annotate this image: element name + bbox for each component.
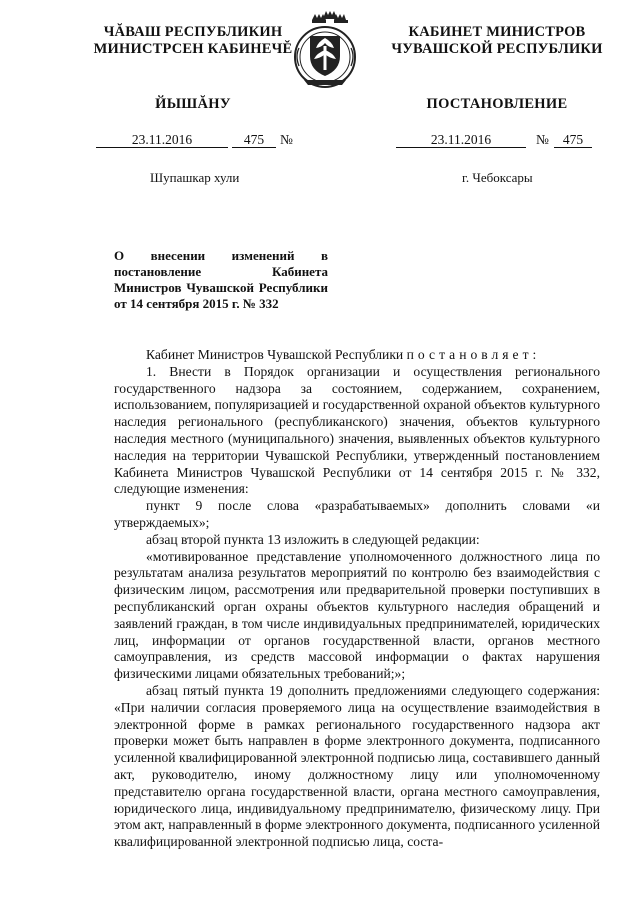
intro-paragraph [114,347,600,364]
header-left-line1: ЧĂВАШ РЕСПУБЛИКИН [103,24,283,40]
date-right: 23.11.2016 [396,132,526,148]
paragraph-5: абзац пятый пункта 19 дополнить предложениями следующего содержания: «При наличии согласия проверяемого лица на осуществление взаимодействия в электронной форме в рамках регионального государственного надзора акт проверки может быть направлен в форме электронного документа, подписанного усиленной квалифицированной электронной подписью лица, составившего данный акт, руководителю, иному должностному лицу или уполномоченному представителю органа государственной власти, органа местного самоуправления, юридического лица, индивидуальному предпринимателю, физическому лицу. При этом акт, направленный в форме электронного документа, подписанного усиленной квалифицированной электронной подписью лица, соста- [114,682,600,850]
document-body [114,347,600,851]
header-right-line1: КАБИНЕТ МИНИСТРОВ [408,24,586,40]
doctype-right: ПОСТАНОВЛЕНИЕ [426,96,568,112]
intro-prefix: Кабинет Министров Чувашской Республики [146,347,404,362]
paragraph-1: 1. Внести в Порядок организации и осуществления регионального государственного надзора за состоянием, содержанием, сохранением, использованием, популяризацией и государственной охраной объектов культурного наследия регионального (республиканского) значения, объектов культурного наследия местного (муниципального) значения, выявленных объектов культурного наследия на территории Чувашской Республики, утвержденный постановлением Кабинета Министров Чувашской Республики от 14 сентября 2015 г. № 332, следующие изменения: [114,363,600,497]
number-sign-left: № [280,132,293,147]
doctype-left: ЙЫШĂНУ [155,96,231,112]
number-left: 475 [232,132,276,148]
date-left: 23.11.2016 [96,132,228,148]
paragraph-3: абзац второй пункта 13 изложить в следующей редакции: [146,531,480,547]
registration-left [96,132,324,148]
coat-of-arms-emblem-icon [290,10,360,92]
place-right: г. Чебоксары [462,170,533,185]
header-left-line2: МИНИСТРСЕН КАБИНЕЧĔ [93,41,293,57]
header-left-authority [68,24,318,58]
number-sign-right: № [536,132,549,147]
paragraph-4: «мотивированное представление уполномоченного должностного лица по результатам анализа результатов мероприятий по контролю без взаимодействия с физическим лицом, рассмотрения или предварительной проверки поступивших в республиканский орган охраны объектов культурного наследия обращений и заявлений граждан, в том числе индивидуальных предпринимателей, юридических лиц, информации от органов государственной власти, органов местного самоуправления, из средств массовой информации о фактах нарушения физическими лицами обязательных требований;»; [114,548,600,682]
number-right: 475 [554,132,592,148]
place-left: Шупашкар хули [150,170,240,185]
paragraph-2: пункт 9 после слова «разрабатываемых» дополнить словами «и утверждаемых»; [114,498,600,530]
intro-spaced: постановляет: [406,347,541,362]
header-right-authority [372,24,622,58]
document-subject: О внесении изменений в постановление Кабинета Министров Чувашской Республики от 14 сентября 2015 г. № 332 [114,248,328,311]
header-right-line2: ЧУВАШСКОЙ РЕСПУБЛИКИ [391,41,603,57]
registration-right [396,132,596,148]
